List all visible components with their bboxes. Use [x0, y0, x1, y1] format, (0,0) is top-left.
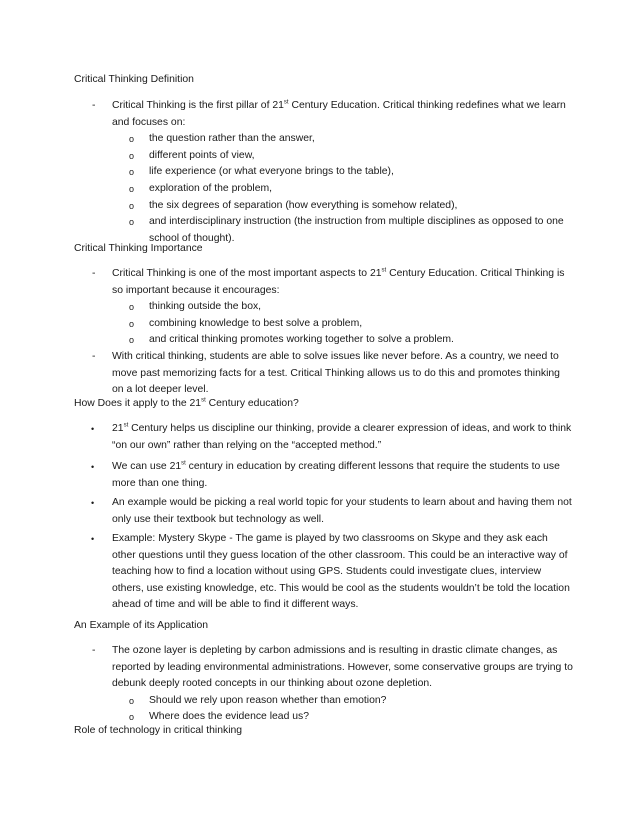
superscript: st [181, 460, 186, 467]
list-item-text [112, 459, 574, 492]
superscript: st [381, 267, 387, 274]
sub-item-text: Where does the evidence lead us? [149, 711, 310, 723]
dash-marker: - [92, 268, 96, 279]
list-item [74, 459, 574, 492]
bullet-marker: • [91, 534, 95, 544]
list-item [74, 643, 574, 693]
superscript: st [283, 99, 289, 106]
dash-marker: - [92, 645, 96, 656]
circle-marker: o [129, 200, 135, 211]
circle-marker: o [129, 150, 135, 161]
circle-marker: o [129, 318, 135, 329]
dash-marker: - [92, 350, 96, 362]
sub-item-text: the six degrees of separation (how everything is somehow related), [149, 199, 458, 211]
importance-list [74, 266, 574, 399]
text-part: Century helps us discipline our thinking, provide a clearer expression of ideas, and work to think “on our own” rather than relying on the “accepted method.” [112, 423, 572, 451]
list-item [74, 495, 574, 528]
text-part: Century Education. Critical thinking redefines what we learn and focuses on: [112, 100, 566, 128]
text-part: Critical Thinking is one of the most important aspects to 21 [112, 268, 382, 279]
section-heading-example: An Example of its Application [74, 620, 208, 631]
text-part: Century Education. Critical Thinking is so important because it encourages: [112, 268, 565, 296]
section-heading-role-of-technology: Role of technology in critical thinking [74, 725, 243, 736]
sub-list-item [74, 198, 574, 215]
sub-item-text: Should we rely upon reason whether than emotion? [149, 694, 387, 706]
sub-list-item [74, 299, 574, 316]
list-item [74, 531, 574, 614]
sub-item-text: and critical thinking promotes working together to solve a problem. [149, 334, 454, 346]
circle-marker: o [129, 712, 135, 723]
list-item [74, 349, 574, 399]
list-item-text [112, 421, 574, 454]
sub-list-item [74, 693, 574, 710]
sub-item-text: exploration of the problem, [149, 182, 273, 194]
circle-marker: o [129, 183, 135, 194]
list-item-text: The ozone layer is depleting by carbon admissions and is resulting in drastic climate changes, as reported by leading environmental administrations. However, some conservative groups are trying to debunk deeply rooted concepts in our thinking about ozone depletion. [112, 645, 573, 690]
bullet-item [74, 421, 574, 454]
list-item-text: An example would be picking a real world topic for your students to learn about and having them not only use their textbook but technology as well. [112, 497, 572, 525]
superscript: st [201, 397, 206, 404]
text-part: How Does it apply to the 21 [74, 398, 202, 409]
sub-item-text: thinking outside the box, [149, 301, 262, 313]
sub-list-item [74, 181, 574, 198]
sub-item-text: different points of view, [149, 149, 255, 161]
circle-marker: o [129, 302, 135, 313]
section-heading-definition: Critical Thinking Definition [74, 74, 194, 85]
bullet-marker: • [91, 498, 95, 508]
sub-item-text: combining knowledge to best solve a problem, [149, 317, 363, 329]
bullet-item [74, 495, 574, 528]
sub-list-item [74, 332, 574, 349]
text-part: Century education? [205, 398, 299, 409]
bullet-item [74, 531, 574, 614]
list-item [74, 98, 574, 131]
text-part: 21 [112, 423, 124, 434]
dash-marker: - [92, 100, 96, 111]
circle-marker: o [129, 695, 135, 706]
section-heading-apply [74, 397, 299, 411]
list-item [74, 421, 574, 454]
sub-item-text: and interdisciplinary instruction (the instruction from multiple disciplines as opposed to one school of thought). [149, 216, 564, 244]
example-list [74, 643, 574, 726]
text-part: Critical Thinking is the first pillar of 21 [112, 100, 284, 111]
text-part: We can use 21 [112, 461, 182, 472]
section-heading-importance: Critical Thinking Importance [74, 243, 203, 254]
sub-list-item [74, 131, 574, 148]
sub-list-item [74, 316, 574, 333]
circle-marker: o [129, 217, 135, 228]
sub-item-text: the question rather than the answer, [149, 133, 315, 145]
circle-marker: o [129, 167, 135, 178]
superscript: st [123, 422, 129, 429]
sub-list-item [74, 148, 574, 165]
list-item-text: Example: Mystery Skype - The game is played by two classrooms on Skype and they ask each other questions until they guess location of the other classroom. This could be an interactive way of teaching how to find a location without using GPS. Students could investigate clues, interview others, use existing knowledge, etc. This would be cool as the students wouldn’t be told the location ahead of time and will be able to find it different ways. [112, 533, 570, 611]
sub-list-item [74, 164, 574, 181]
bullet-item [74, 459, 574, 492]
bullet-marker: • [91, 462, 95, 472]
list-item-text: With critical thinking, students are able to solve issues like never before. As a country, we need to move past memorizing facts for a test. Critical Thinking allows us to do this and promotes thinking on a lot deeper level. [112, 350, 560, 396]
sub-item-text: life experience (or what everyone brings to the table), [149, 166, 394, 178]
list-item-text [112, 98, 574, 131]
circle-marker: o [129, 134, 135, 145]
bullet-marker: • [91, 424, 95, 434]
list-item [74, 266, 574, 299]
circle-marker: o [129, 335, 135, 346]
text-part: century in education by creating different lessons that require the students to use more than one thing. [112, 461, 560, 489]
definition-list [74, 98, 574, 247]
list-item-text [112, 266, 574, 299]
